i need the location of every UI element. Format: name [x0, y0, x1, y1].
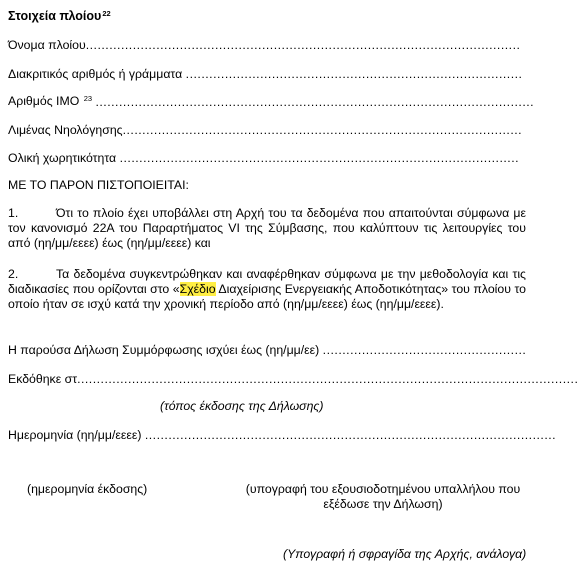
field-blank-line: ......................................................................................................	[119, 151, 520, 165]
item-1-text: Ότι το πλοίο έχει υποβάλλει στη Αρχή του τα δεδομένα που απαιτούνται σύμφωνα με τον κανονισμό 22Α του Παραρτήματος VI της Σύμβασης, που καλύπτουν τις λειτουργίες του από (ηη/μμ/εεεε) έως (ηη/μμ/εεεε) και	[8, 206, 526, 250]
field-ship-name	[8, 38, 521, 53]
item-2-text-part: Διαχείρισης Ενεργειακής Αποδοτικότητας» του πλοίου το οποίο ήταν σε ισχύ κατά την χρονική περίοδο από (ηη/μμ/εεεε) έως (ηη/μμ/εεεε).	[8, 282, 526, 311]
field-label: Ολική χωρητικότητα	[8, 151, 117, 165]
certify-heading: ΜΕ ΤΟ ΠΑΡΟΝ ΠΙΣΤΟΠΟΙΕΙΤΑΙ:	[8, 178, 189, 192]
item-2-text-part: Τα δεδομένα συγκεντρώθηκαν και αναφέρθηκαν σύμφωνα με την μεθοδολογία και τις διαδικασίες που ορίζονται στο «	[8, 267, 526, 296]
section-title-text: Στοιχεία πλοίου	[8, 9, 102, 23]
field-blank-line: ......................................................................................................	[122, 123, 523, 137]
issue-date-caption: (ημερομηνία έκδοσης)	[27, 482, 148, 496]
field-blank-line: ...............................................................................................................	[85, 38, 521, 52]
issue-place-caption: (τόπος έκδοσης της Δήλωσης)	[160, 399, 324, 413]
validity-label: Η παρούσα Δήλωση Συμμόρφωσης ισχύει έως (ηη/μμ/εε)	[8, 343, 320, 357]
validity-blank-line: ....................................................	[322, 343, 527, 357]
field-label: Λιμένας Νηολόγησης	[8, 123, 123, 137]
item-2-text	[8, 267, 526, 312]
date-label: Ημερομηνία (ηη/μμ/εεεε)	[8, 428, 142, 442]
validity-line	[8, 343, 527, 358]
issued-at-blank-line: ................................................................................................................................	[77, 372, 578, 386]
authority-signature-caption: (Υπογραφή ή σφραγίδα της Αρχής, ανάλογα)	[283, 547, 527, 561]
field-blank-line: ......................................................................................	[185, 67, 523, 81]
issued-at-line	[8, 372, 578, 387]
field-label: Διακριτικός αριθμός ή γράμματα	[8, 67, 183, 81]
field-port-of-registry	[8, 123, 523, 138]
field-imo-number	[8, 94, 535, 110]
field-distinctive-number	[8, 67, 523, 82]
footnote-marker: 23	[83, 94, 93, 103]
item-1-number: 1.	[8, 206, 19, 220]
field-label: Όνομα πλοίου	[8, 38, 86, 52]
field-label: Αριθμός IMO	[8, 94, 80, 108]
section-title	[8, 9, 111, 25]
date-blank-line: .........................................................................................................	[144, 428, 557, 442]
officer-signature-caption: (υπογραφή του εξουσιοδοτημένου υπαλλήλου που εξέδωσε την Δήλωση)	[245, 482, 521, 511]
field-blank-line: ................................................................................................................	[95, 95, 535, 109]
date-line	[8, 428, 557, 443]
field-gross-tonnage	[8, 151, 520, 166]
footnote-marker: 22	[102, 9, 111, 18]
highlighted-word: Σχέδιο	[179, 282, 216, 296]
issued-at-label: Εκδόθηκε στ	[8, 372, 78, 386]
item-2-number: 2.	[8, 267, 19, 281]
